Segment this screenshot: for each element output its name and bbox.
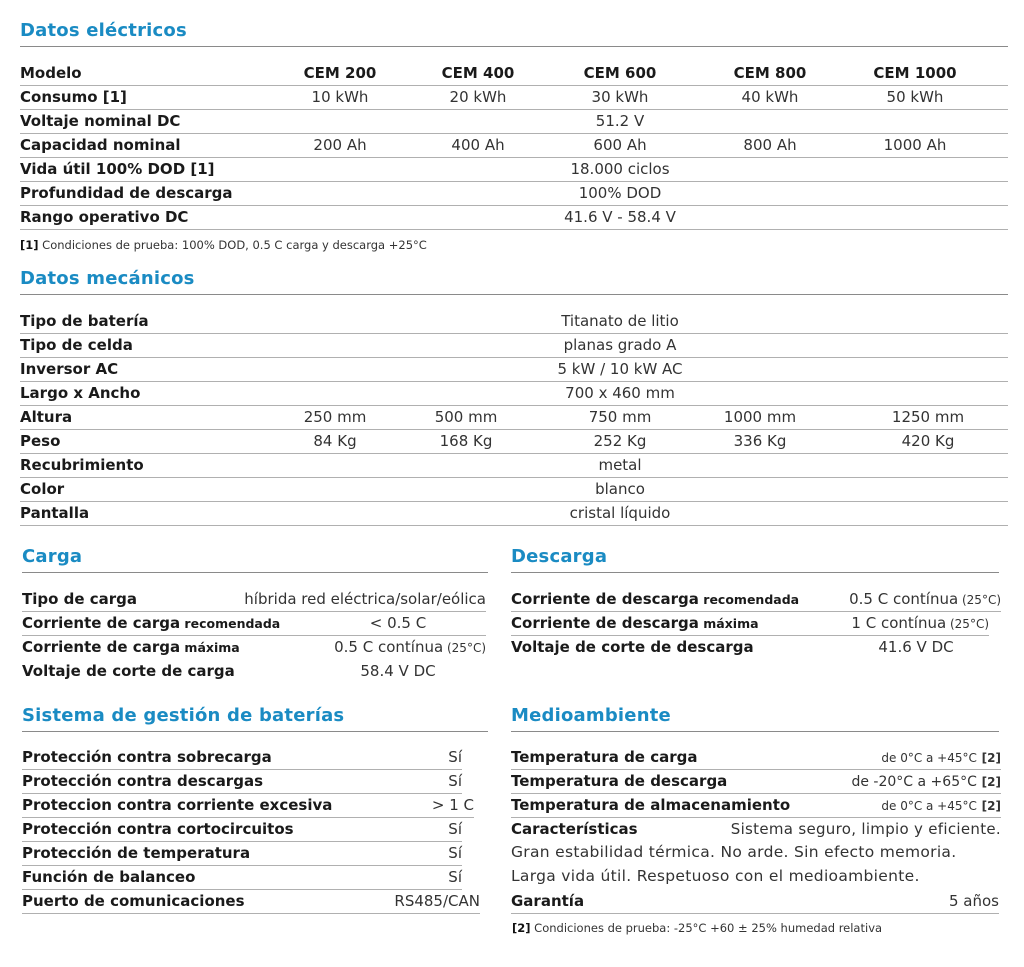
table-row <box>20 310 1008 334</box>
row-label: Voltaje nominal DC <box>20 112 181 130</box>
row-label: Protección contra sobrecarga <box>22 748 272 766</box>
table-row <box>20 158 1008 182</box>
cell: Titanato de litio <box>561 312 679 330</box>
table-row <box>20 358 1008 382</box>
cell: 18.000 ciclos <box>570 160 670 178</box>
row-label: Tipo de carga <box>22 590 138 608</box>
table-row <box>20 430 1008 454</box>
value-text: de 0°C a +45°C <box>881 799 977 813</box>
cell: metal <box>598 456 642 474</box>
cell: 1000 Ah <box>883 136 947 154</box>
table-row <box>20 502 1008 526</box>
row-label: Tipo de celda <box>20 336 133 354</box>
section-divider <box>22 731 488 732</box>
table-row <box>511 746 1001 770</box>
features-line: Gran estabilidad térmica. No arde. Sin efecto memoria. <box>511 843 957 861</box>
cell: 400 Ah <box>451 136 505 154</box>
table-row <box>20 86 1008 110</box>
value-condition: (25°C) <box>946 617 989 631</box>
cell: RS485/CAN <box>394 892 480 910</box>
row-label: Largo x Ancho <box>20 384 141 402</box>
row-label: Voltaje de corte de carga <box>22 662 235 680</box>
cell <box>849 590 1001 608</box>
model-header: CEM 200 <box>303 64 377 82</box>
row-label: Voltaje de corte de descarga <box>511 638 754 656</box>
table-row <box>511 588 1001 612</box>
section-divider <box>22 572 488 573</box>
label-qualifier: recomendada <box>698 592 800 607</box>
row-label: Temperatura de almacenamiento <box>511 796 791 814</box>
model-header: CEM 400 <box>441 64 515 82</box>
label-qualifier: máxima <box>180 640 240 655</box>
table-row <box>511 770 1001 794</box>
footnote-tag: [2] <box>981 751 1001 765</box>
row-label: Puerto de comunicaciones <box>22 892 245 910</box>
section-divider <box>511 572 999 573</box>
cell: planas grado A <box>563 336 677 354</box>
value-text: 1 C contínua <box>851 614 947 632</box>
table-row <box>511 636 1001 660</box>
label-text: Corriente de carga <box>22 614 181 632</box>
cell <box>881 748 1001 766</box>
cell: 51.2 V <box>595 112 645 130</box>
row-label: Pantalla <box>20 504 90 522</box>
table-row <box>20 206 1008 230</box>
table-row <box>22 818 462 842</box>
cell: híbrida red eléctrica/solar/eólica <box>244 590 486 608</box>
table-row <box>20 182 1008 206</box>
row-label: Profundidad de descarga <box>20 184 233 202</box>
row-label: Temperatura de descarga <box>511 772 728 790</box>
table-row <box>22 890 480 914</box>
table-row <box>20 406 1008 430</box>
table-row <box>20 382 1008 406</box>
row-label: Rango operativo DC <box>20 208 189 226</box>
cell: 30 kWh <box>591 88 649 106</box>
table-row <box>511 890 999 914</box>
value-condition: (25°C) <box>443 641 486 655</box>
row-label: Consumo [1] <box>20 88 127 106</box>
cell: 252 Kg <box>593 432 647 450</box>
cell: 5 kW / 10 kW AC <box>557 360 683 378</box>
table-row <box>22 636 486 660</box>
cell <box>334 638 486 656</box>
model-header: CEM 800 <box>733 64 807 82</box>
cell: 250 mm <box>303 408 367 426</box>
row-label <box>22 614 280 632</box>
section-title-descarga: Descarga <box>511 546 608 567</box>
row-label: Protección de temperatura <box>22 844 251 862</box>
value-text: de -20°C a +65°C <box>851 774 977 790</box>
label-text: Corriente de descarga <box>511 614 699 632</box>
table-row <box>20 454 1008 478</box>
footnote-tag: [2] <box>512 921 531 935</box>
cell: 420 Kg <box>901 432 955 450</box>
footnote-text: Condiciones de prueba: 100% DOD, 0.5 C carga y descarga +25°C <box>38 238 427 252</box>
features-line: Sistema seguro, limpio y eficiente. <box>730 820 1001 838</box>
cell: 336 Kg <box>733 432 787 450</box>
table-row <box>20 334 1008 358</box>
cell: 800 Ah <box>743 136 797 154</box>
cell: 20 kWh <box>449 88 507 106</box>
table-row <box>20 110 1008 134</box>
table-row <box>511 818 1001 842</box>
row-label: Recubrimiento <box>20 456 144 474</box>
table-header-row <box>20 62 1008 86</box>
model-label: Modelo <box>20 64 82 82</box>
table-row <box>22 794 474 818</box>
row-label <box>511 614 759 632</box>
section-title-carga: Carga <box>22 546 83 567</box>
footnote-2 <box>512 921 882 935</box>
cell: 84 Kg <box>313 432 357 450</box>
footnote-tag: [1] <box>20 238 39 252</box>
table-row <box>20 134 1008 158</box>
model-header: CEM 1000 <box>873 64 957 82</box>
footnote-text: Condiciones de prueba: -25°C +60 ± 25% humedad relativa <box>530 921 883 935</box>
cell: 700 x 460 mm <box>565 384 675 402</box>
footnote-tag: [2] <box>981 775 1001 789</box>
row-label: Función de balanceo <box>22 868 196 886</box>
cell: 50 kWh <box>886 88 944 106</box>
section-divider <box>20 46 1008 47</box>
value-text: 0.5 C contínua <box>849 590 959 608</box>
row-label: Protección contra cortocircuitos <box>22 820 294 838</box>
row-label: Peso <box>20 432 61 450</box>
table-row <box>22 746 462 770</box>
cell: cristal líquido <box>569 504 671 522</box>
row-label <box>22 638 240 656</box>
row-label: Vida útil 100% DOD [1] <box>20 160 215 178</box>
row-label: Protección contra descargas <box>22 772 263 790</box>
cell: 100% DOD <box>578 184 662 202</box>
row-label: Inversor AC <box>20 360 119 378</box>
cell <box>851 772 1001 790</box>
footnote-1 <box>20 238 427 252</box>
cell: Sí <box>448 820 462 838</box>
label-text: Corriente de carga <box>22 638 181 656</box>
row-label: Tipo de batería <box>20 312 149 330</box>
value-text: de 0°C a +45°C <box>881 751 977 765</box>
row-label <box>511 590 799 608</box>
table-row <box>22 842 462 866</box>
row-label: Características <box>511 820 638 838</box>
cell: 41.6 V DC <box>878 638 954 656</box>
table-row <box>511 612 989 636</box>
table-row <box>20 478 1008 502</box>
section-title-mechanical: Datos mecánicos <box>20 268 195 289</box>
cell: 1250 mm <box>891 408 965 426</box>
cell: < 0.5 C <box>369 614 427 632</box>
model-header: CEM 600 <box>583 64 657 82</box>
cell: Sí <box>448 748 462 766</box>
cell: 600 Ah <box>593 136 647 154</box>
cell: Sí <box>448 868 462 886</box>
cell: 5 años <box>948 892 999 910</box>
section-divider <box>20 294 1008 295</box>
section-divider <box>511 731 999 732</box>
section-title-bms: Sistema de gestión de baterías <box>22 705 345 726</box>
cell: 58.4 V DC <box>360 662 436 680</box>
table-row <box>22 866 462 890</box>
cell: 500 mm <box>434 408 498 426</box>
cell: 10 kWh <box>311 88 369 106</box>
cell: Sí <box>448 844 462 862</box>
cell: blanco <box>595 480 645 498</box>
row-label: Color <box>20 480 65 498</box>
cell: 750 mm <box>588 408 652 426</box>
label-qualifier: recomendada <box>180 616 281 631</box>
features-line: Larga vida útil. Respetuoso con el medioambiente. <box>511 867 920 885</box>
cell: 41.6 V - 58.4 V <box>564 208 676 226</box>
footnote-tag: [2] <box>981 799 1001 813</box>
cell <box>851 614 989 632</box>
value-text: 0.5 C contínua <box>334 638 444 656</box>
cell: 1000 mm <box>723 408 797 426</box>
table-row <box>22 660 486 684</box>
cell: 40 kWh <box>741 88 799 106</box>
table-row <box>511 794 1001 818</box>
row-label: Proteccion contra corriente excesiva <box>22 796 333 814</box>
section-title-electrical: Datos eléctricos <box>20 20 187 41</box>
label-text: Corriente de descarga <box>511 590 699 608</box>
row-label: Altura <box>20 408 73 426</box>
row-label: Garantía <box>511 892 585 910</box>
section-title-environment: Medioambiente <box>511 705 671 726</box>
cell: Sí <box>448 772 462 790</box>
cell <box>881 796 1001 814</box>
table-row <box>22 612 486 636</box>
cell: 168 Kg <box>439 432 493 450</box>
value-condition: (25°C) <box>958 593 1001 607</box>
row-label: Capacidad nominal <box>20 136 181 154</box>
row-label: Temperatura de carga <box>511 748 698 766</box>
cell: > 1 C <box>431 796 474 814</box>
table-row <box>22 588 486 612</box>
table-row <box>22 770 462 794</box>
cell: 200 Ah <box>313 136 367 154</box>
label-qualifier: máxima <box>698 616 759 631</box>
